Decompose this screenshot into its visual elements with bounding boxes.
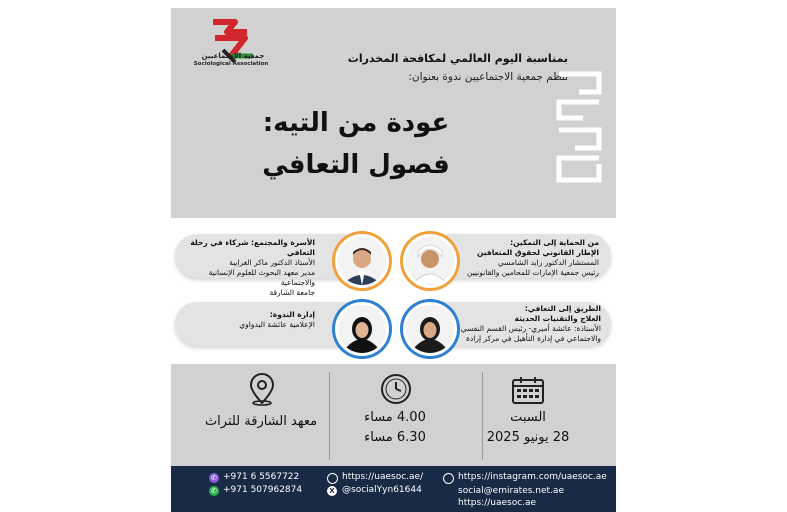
speaker-info bbox=[181, 310, 315, 330]
globe-icon bbox=[327, 473, 338, 484]
mobile-number[interactable]: +971 507962874 bbox=[223, 485, 303, 495]
decorative-ornament bbox=[555, 68, 605, 186]
clock-icon bbox=[379, 372, 413, 406]
speaker-topic: من الحماية إلى التمكين: bbox=[510, 238, 599, 247]
logo-name-arabic: جمعية الاجتماعيين bbox=[201, 52, 265, 60]
instagram-link[interactable]: https://instagram.com/uaesoc.ae bbox=[458, 472, 607, 482]
event-end-time: 6.30 مساء bbox=[364, 430, 426, 445]
event-poster bbox=[171, 0, 616, 512]
event-venue: معهد الشارقة للتراث bbox=[204, 414, 318, 429]
event-day: السبت bbox=[510, 410, 546, 425]
phone-number[interactable]: +971 6 5567722 bbox=[223, 472, 300, 482]
speaker-avatar bbox=[335, 234, 389, 288]
website-link[interactable]: https://uaesoc.ae/ bbox=[342, 472, 424, 482]
x-icon: X bbox=[327, 486, 337, 496]
event-date: 28 يونيو 2025 bbox=[486, 430, 570, 445]
seminar-title-line-1: عودة من التيه: bbox=[262, 108, 450, 138]
speaker-name: المستشار الدكتور زايد الشامسي bbox=[497, 258, 599, 267]
location-pin-icon bbox=[247, 372, 277, 406]
speaker-role: والاجتماعي في إدارة التأهيل في مركز إرادة bbox=[465, 334, 601, 343]
speaker-role: رئيس جمعية الإمارات للمحامين والقانونيين bbox=[467, 268, 599, 277]
speaker-info bbox=[181, 238, 315, 298]
speaker-topic: إدارة الندوة: bbox=[269, 310, 315, 319]
seminar-title-line-2: فصول التعافي bbox=[262, 150, 450, 180]
speaker-name: الأستاذة: عائشة أمبري- رئيس القسم النفسي bbox=[460, 324, 601, 333]
speaker-name: الإعلامية عائشة البدواوي bbox=[239, 320, 315, 329]
top-strip bbox=[171, 0, 616, 8]
speaker-avatar bbox=[335, 302, 389, 356]
calendar-icon bbox=[511, 375, 545, 405]
speaker-role-sub: جامعة الشارقة bbox=[269, 288, 315, 297]
speaker-avatar bbox=[403, 234, 457, 288]
website-link-secondary[interactable]: https://uaesoc.ae bbox=[458, 498, 537, 508]
logo-name-english: Sociological Association bbox=[193, 61, 269, 67]
speaker-role: مدير معهد البحوث للعلوم الإنسانية والاجتماعية bbox=[208, 268, 315, 287]
intro-line-2: تنظم جمعية الاجتماعيين ندوة بعنوان: bbox=[408, 71, 568, 83]
viber-icon: ✆ bbox=[209, 473, 219, 483]
instagram-icon bbox=[443, 473, 454, 484]
speaker-topic-sub: الإطار القانوني لحقوق المتعافين bbox=[477, 248, 599, 257]
speaker-avatar bbox=[403, 302, 457, 356]
whatsapp-icon: ✆ bbox=[209, 486, 219, 496]
speaker-topic-sub: العلاج والتقنيات الحديثة bbox=[514, 314, 601, 323]
event-start-time: 4.00 مساء bbox=[364, 410, 426, 425]
intro-line-1: بمناسبة اليوم العالمي لمكافحة المخدرات bbox=[347, 52, 568, 65]
speaker-name: الأستاذ الدكتور ماكر الغرايبة bbox=[229, 258, 315, 267]
email-address[interactable]: social@emirates.net.ae bbox=[458, 486, 564, 496]
contact-footer bbox=[171, 466, 616, 512]
speakers-band bbox=[171, 218, 616, 364]
speaker-topic: الأسرة والمجتمع: شركاء في رحلة التعافي bbox=[190, 238, 315, 257]
speaker-topic: الطريق إلى التعافي: bbox=[524, 304, 601, 313]
divider bbox=[482, 372, 483, 460]
x-handle[interactable]: @socialYyn61644 bbox=[342, 485, 422, 495]
